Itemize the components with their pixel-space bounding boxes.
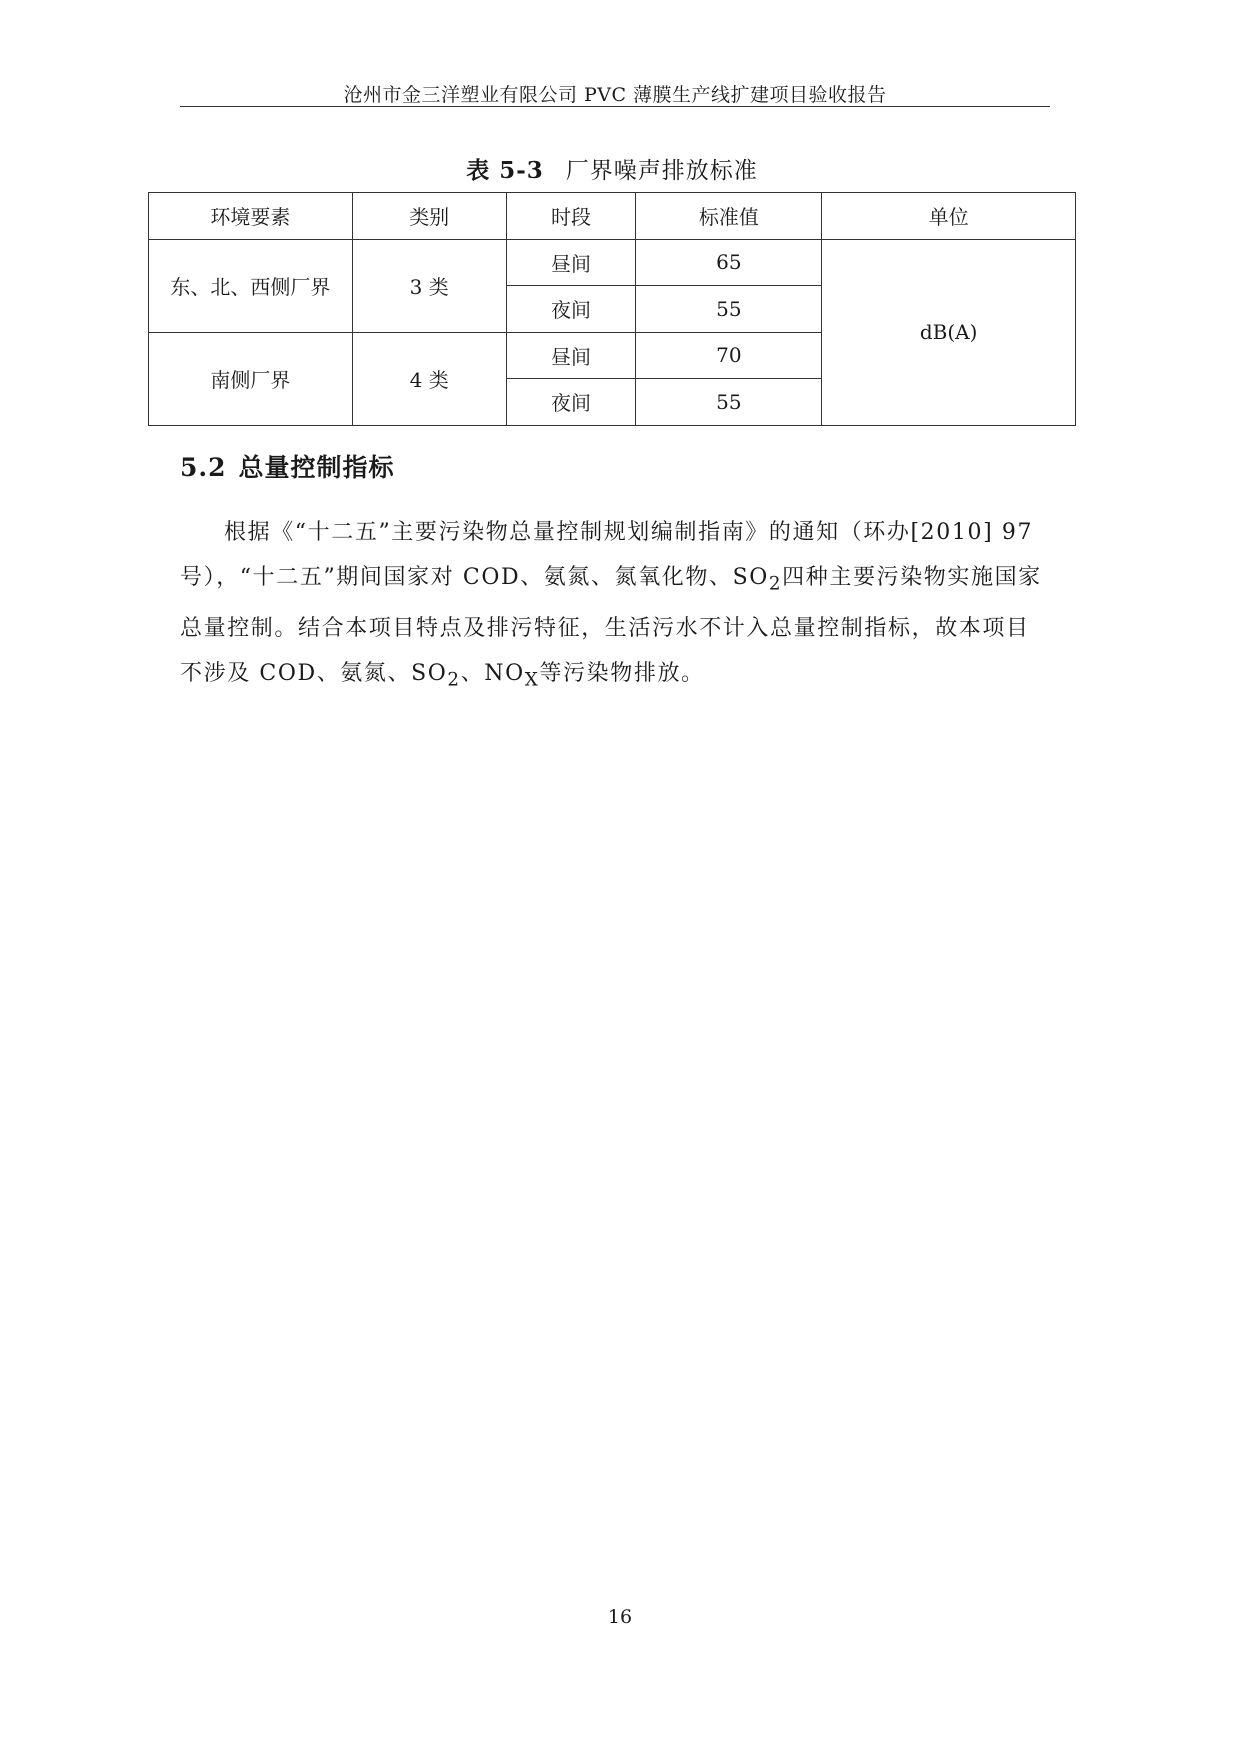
- body-paragraph: [180, 510, 1050, 703]
- category-cell: 3 类: [352, 239, 506, 332]
- value-cell: 65: [636, 239, 822, 286]
- column-header: 标准值: [636, 193, 822, 240]
- column-header: 环境要素: [149, 193, 353, 240]
- header-rule: [180, 106, 1050, 107]
- noise-standard-table: [148, 192, 1076, 426]
- table-caption-title: 厂界噪声排放标准: [565, 158, 758, 184]
- table-header-row: [149, 193, 1076, 240]
- paragraph-text: 、NO: [460, 661, 525, 687]
- table-caption-number: 表 5-3: [466, 157, 544, 184]
- subscript: X: [524, 669, 540, 691]
- element-cell: 东、北、西侧厂界: [149, 239, 353, 332]
- category-cell: 4 类: [352, 332, 506, 425]
- value-cell: 70: [636, 332, 822, 379]
- subscript: 2: [447, 669, 461, 691]
- table-caption: [148, 152, 1076, 185]
- page-number: 16: [607, 1606, 633, 1628]
- paragraph-text: 等污染物排放。: [539, 661, 705, 687]
- subscript: 2: [768, 573, 783, 595]
- column-header: 类别: [352, 193, 506, 240]
- value-cell: 55: [636, 286, 822, 333]
- section-number: 5.2: [180, 453, 227, 482]
- period-cell: 昼间: [506, 332, 636, 379]
- column-header: 时段: [506, 193, 636, 240]
- table-row: [149, 239, 1076, 286]
- page-header: 沧州市金三洋塑业有限公司 PVC 薄膜生产线扩建项目验收报告: [343, 84, 887, 106]
- paragraph-text: 四种主要污染物实施国家总量控制。结合本项目特点及排污特征，生活污水不计入总量控制指标，故本项目不涉及 COD、氨氮、SO: [180, 565, 1042, 687]
- paragraph-text: 根据《“十二五”主要污染物总量控制规划编制指南》的通知（环办[2010] 97 号），“十二五”期间国家对 COD、氨氮、氮氧化物、SO: [180, 520, 1034, 590]
- column-header: 单位: [822, 193, 1076, 240]
- period-cell: 夜间: [506, 379, 636, 426]
- period-cell: 昼间: [506, 239, 636, 286]
- period-cell: 夜间: [506, 286, 636, 333]
- element-cell: 南侧厂界: [149, 332, 353, 425]
- section-title: 总量控制指标: [238, 453, 395, 482]
- section-heading: [180, 448, 395, 484]
- unit-cell: dB(A): [822, 239, 1076, 425]
- value-cell: 55: [636, 379, 822, 426]
